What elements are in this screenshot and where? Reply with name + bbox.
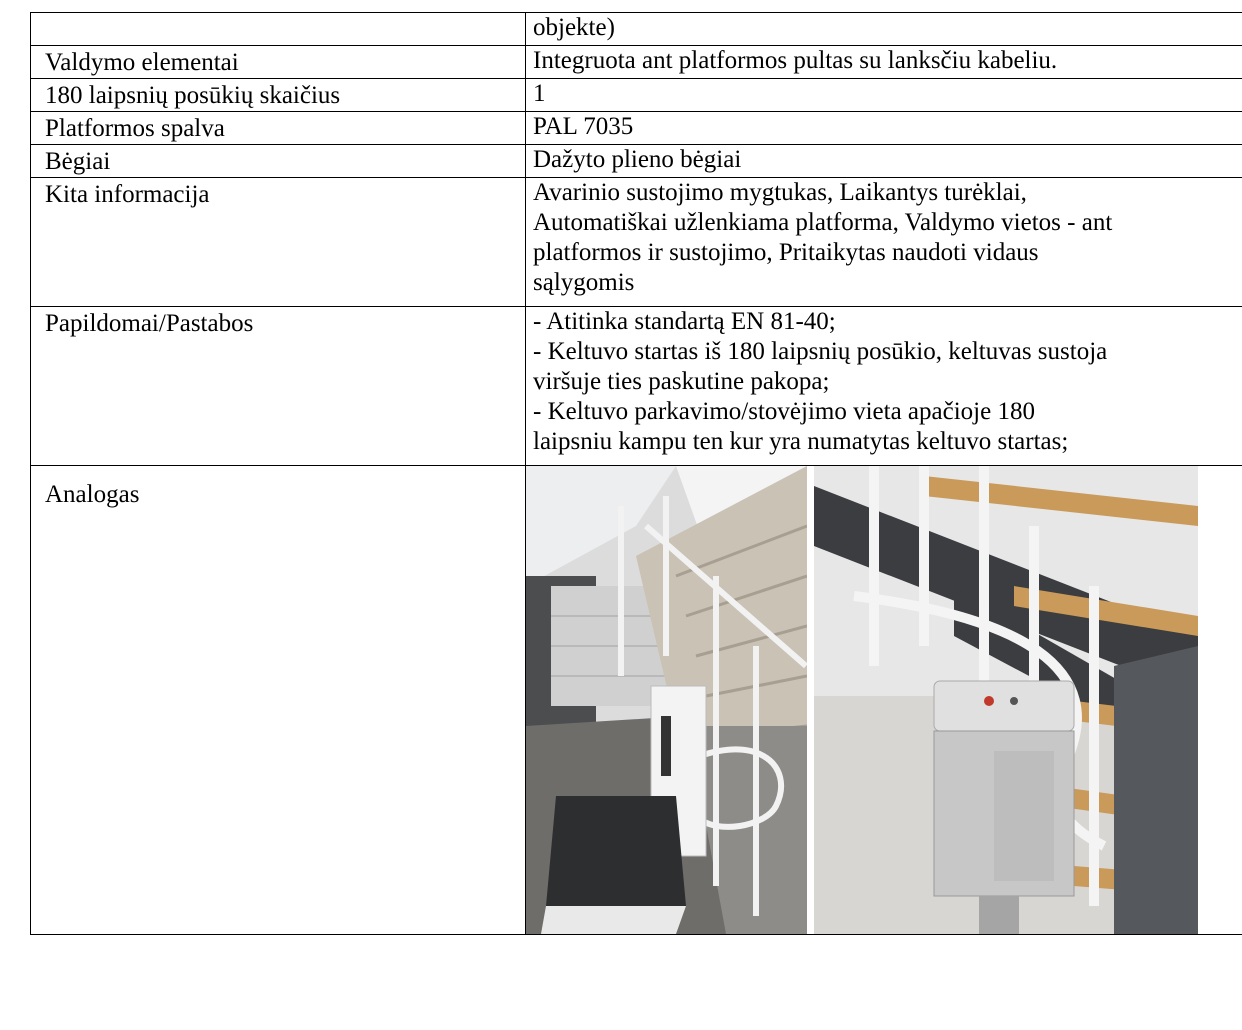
row-label: Bėgiai [31,145,526,178]
table-row [31,178,1242,307]
table-row [31,307,1242,466]
table-row [31,13,1242,46]
value-line: platformos ir sustojimo, Pritaikytas naudoti vidaus [533,239,1039,266]
specification-table [30,12,1242,935]
row-value: 1 [526,79,1242,112]
row-value: PAL 7035 [526,112,1242,145]
table-row [31,79,1242,112]
stair-lift-photo-right [814,466,1198,934]
value-line: Automatiškai užlenkiama platforma, Valdymo vietos - ant [533,209,1113,236]
row-value: Dažyto plieno bėgiai [526,145,1242,178]
row-value [526,307,1242,466]
row-value: objekte) [526,13,1242,46]
analog-photos [526,466,1242,935]
stair-lift-photo-left [526,466,807,934]
value-line: laipsniu kampu ten kur yra numatytas keltuvo startas; [533,428,1069,455]
row-value: Integruota ant platformos pultas su lanksčiu kabeliu. [526,46,1242,79]
row-label: Platformos spalva [31,112,526,145]
row-label [31,13,526,46]
row-label: Valdymo elementai [31,46,526,79]
row-label: Papildomai/Pastabos [31,307,526,466]
row-label: Analogas [31,466,526,935]
value-line: - Atitinka standartą EN 81-40; [533,308,836,335]
value-line: - Keltuvo parkavimo/stovėjimo vieta apačioje 180 [533,398,1035,425]
value-line: sąlygomis [533,269,635,296]
table-row [31,145,1242,178]
value-line: - Keltuvo startas iš 180 laipsnių posūkio, keltuvas sustoja [533,338,1108,365]
value-line: viršuje ties paskutine pakopa; [533,368,830,395]
row-value [526,178,1242,307]
row-label: 180 laipsnių posūkių skaičius [31,79,526,112]
table-row [31,46,1242,79]
value-line: Avarinio sustojimo mygtukas, Laikantys turėklai, [533,179,1027,206]
table-row [31,466,1242,935]
table-row [31,112,1242,145]
row-label: Kita informacija [31,178,526,307]
